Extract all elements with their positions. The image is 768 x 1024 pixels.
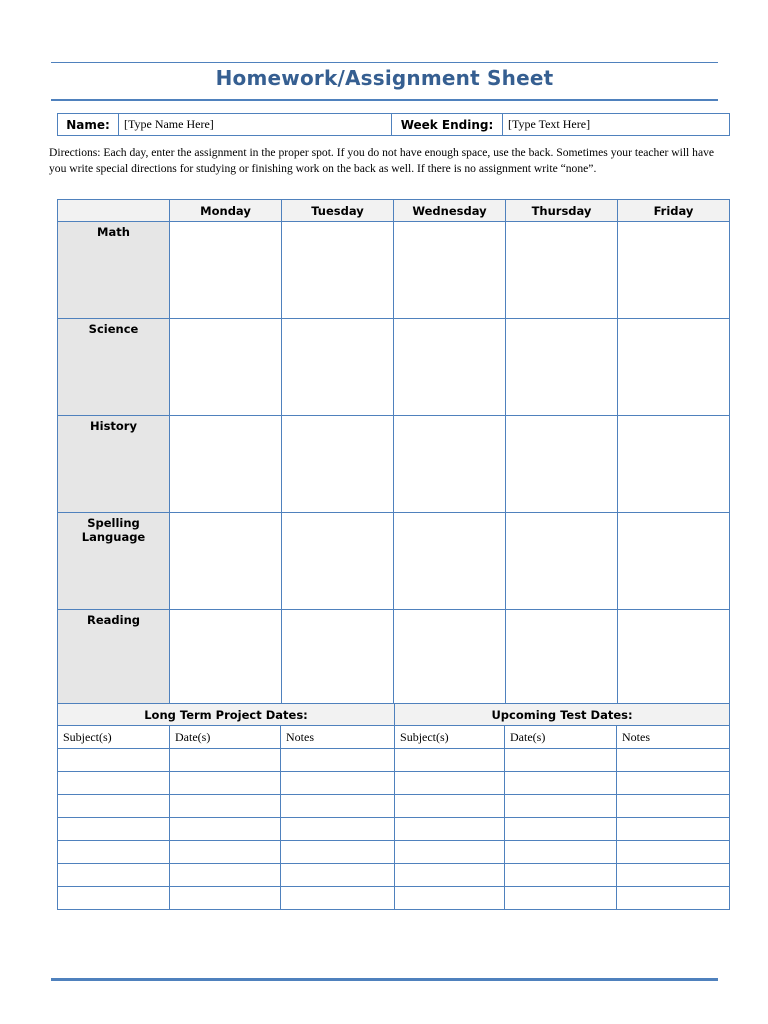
- date-entry-cell[interactable]: [58, 887, 170, 910]
- date-entry-cell[interactable]: [281, 818, 395, 841]
- date-entry-cell[interactable]: [281, 841, 395, 864]
- date-entry-row: [58, 749, 730, 772]
- date-entry-cell[interactable]: [281, 749, 395, 772]
- day-header-friday: Friday: [618, 200, 730, 222]
- date-entry-cell[interactable]: [395, 841, 505, 864]
- date-entry-cell[interactable]: [395, 749, 505, 772]
- date-entry-cell[interactable]: [170, 795, 281, 818]
- assignment-cell[interactable]: [506, 222, 618, 319]
- day-header-tuesday: Tuesday: [282, 200, 394, 222]
- title-rule: [51, 99, 718, 101]
- subject-row-science: [58, 319, 730, 416]
- date-entry-cell[interactable]: [395, 864, 505, 887]
- name-week-table: [57, 113, 730, 136]
- subject-row-history: [58, 416, 730, 513]
- assignment-cell[interactable]: [506, 610, 618, 707]
- subject-label-reading: Reading: [58, 610, 170, 707]
- date-entry-cell[interactable]: [170, 887, 281, 910]
- assignment-cell[interactable]: [394, 222, 506, 319]
- project-notes-column: Notes: [281, 726, 395, 749]
- bottom-rule: [51, 978, 718, 981]
- date-entry-cell[interactable]: [281, 864, 395, 887]
- test-date-column: Date(s): [505, 726, 617, 749]
- date-entry-cell[interactable]: [58, 864, 170, 887]
- date-entry-cell[interactable]: [395, 818, 505, 841]
- date-entry-cell[interactable]: [170, 749, 281, 772]
- weekday-header-row: [58, 200, 730, 222]
- date-entry-cell[interactable]: [170, 772, 281, 795]
- assignment-cell[interactable]: [170, 513, 282, 610]
- date-entry-cell[interactable]: [58, 772, 170, 795]
- date-entry-cell[interactable]: [617, 772, 730, 795]
- day-header-wednesday: Wednesday: [394, 200, 506, 222]
- day-header-monday: Monday: [170, 200, 282, 222]
- dates-column-row: [58, 726, 730, 749]
- assignment-cell[interactable]: [282, 222, 394, 319]
- date-entry-cell[interactable]: [170, 818, 281, 841]
- date-entry-cell[interactable]: [617, 749, 730, 772]
- date-entry-cell[interactable]: [58, 749, 170, 772]
- subject-label-math: Math: [58, 222, 170, 319]
- date-entry-row: [58, 772, 730, 795]
- date-entry-cell[interactable]: [505, 818, 617, 841]
- top-rule: [51, 62, 718, 63]
- date-entry-cell[interactable]: [505, 749, 617, 772]
- subject-row-spelling-language: [58, 513, 730, 610]
- date-entry-cell[interactable]: [617, 887, 730, 910]
- date-entry-cell[interactable]: [58, 818, 170, 841]
- assignment-cell[interactable]: [394, 416, 506, 513]
- date-entry-cell[interactable]: [170, 841, 281, 864]
- assignment-cell[interactable]: [618, 610, 730, 707]
- date-entry-cell[interactable]: [617, 864, 730, 887]
- corner-cell: [58, 200, 170, 222]
- dates-header-row: [58, 704, 730, 726]
- assignment-cell[interactable]: [170, 610, 282, 707]
- date-entry-cell[interactable]: [281, 887, 395, 910]
- long-term-project-header: Long Term Project Dates:: [58, 704, 395, 726]
- assignment-cell[interactable]: [282, 416, 394, 513]
- date-entry-cell[interactable]: [617, 841, 730, 864]
- date-entry-cell[interactable]: [617, 818, 730, 841]
- subject-label-spelling-language: Spelling Language: [58, 513, 170, 610]
- date-entry-cell[interactable]: [281, 795, 395, 818]
- assignment-cell[interactable]: [282, 319, 394, 416]
- date-entry-cell[interactable]: [170, 864, 281, 887]
- date-entry-cell[interactable]: [505, 772, 617, 795]
- date-entry-cell[interactable]: [505, 887, 617, 910]
- subject-label-history: History: [58, 416, 170, 513]
- date-rows: [58, 749, 730, 910]
- date-entry-cell[interactable]: [505, 864, 617, 887]
- date-entry-row: [58, 887, 730, 910]
- assignment-cell[interactable]: [170, 319, 282, 416]
- date-entry-row: [58, 818, 730, 841]
- date-entry-cell[interactable]: [505, 841, 617, 864]
- date-entry-row: [58, 795, 730, 818]
- day-header-thursday: Thursday: [506, 200, 618, 222]
- date-entry-cell[interactable]: [505, 795, 617, 818]
- page-title: Homework/Assignment Sheet: [215, 66, 554, 90]
- assignment-cell[interactable]: [170, 416, 282, 513]
- date-entry-cell[interactable]: [395, 795, 505, 818]
- date-entry-cell[interactable]: [281, 772, 395, 795]
- assignment-cell[interactable]: [506, 513, 618, 610]
- assignment-cell[interactable]: [506, 319, 618, 416]
- project-date-column: Date(s): [170, 726, 281, 749]
- date-entry-cell[interactable]: [395, 772, 505, 795]
- weekly-assignment-table: [57, 199, 730, 707]
- date-entry-row: [58, 841, 730, 864]
- date-entry-cell[interactable]: [395, 887, 505, 910]
- test-subject-column: Subject(s): [395, 726, 505, 749]
- assignment-cell[interactable]: [618, 319, 730, 416]
- date-entry-cell[interactable]: [58, 795, 170, 818]
- date-entry-cell[interactable]: [617, 795, 730, 818]
- subject-label-science: Science: [58, 319, 170, 416]
- assignment-cell[interactable]: [394, 319, 506, 416]
- dates-table: [57, 703, 730, 910]
- test-notes-column: Notes: [617, 726, 730, 749]
- assignment-cell[interactable]: [394, 513, 506, 610]
- subject-row-reading: [58, 610, 730, 707]
- date-entry-cell[interactable]: [58, 841, 170, 864]
- directions-text: Directions: Each day, enter the assignment in the proper spot. If you do not have enough space, use the back. Sometimes your teacher will have you write special directions for studying or finishing work on the back as well. If there is no assignment write “none”.: [49, 146, 715, 175]
- week-ending-label: Week Ending:: [392, 114, 503, 136]
- subject-row-math: [58, 222, 730, 319]
- assignment-cell[interactable]: [394, 610, 506, 707]
- project-subject-column: Subject(s): [58, 726, 170, 749]
- date-entry-row: [58, 864, 730, 887]
- assignment-cell[interactable]: [618, 416, 730, 513]
- name-field[interactable]: [Type Name Here]: [119, 114, 392, 136]
- assignment-cell[interactable]: [282, 610, 394, 707]
- assignment-cell[interactable]: [618, 513, 730, 610]
- week-ending-field[interactable]: [Type Text Here]: [503, 114, 730, 136]
- name-label: Name:: [58, 114, 119, 136]
- assignment-cell[interactable]: [282, 513, 394, 610]
- upcoming-test-header: Upcoming Test Dates:: [395, 704, 730, 726]
- assignment-cell[interactable]: [506, 416, 618, 513]
- assignment-cell[interactable]: [618, 222, 730, 319]
- assignment-cell[interactable]: [170, 222, 282, 319]
